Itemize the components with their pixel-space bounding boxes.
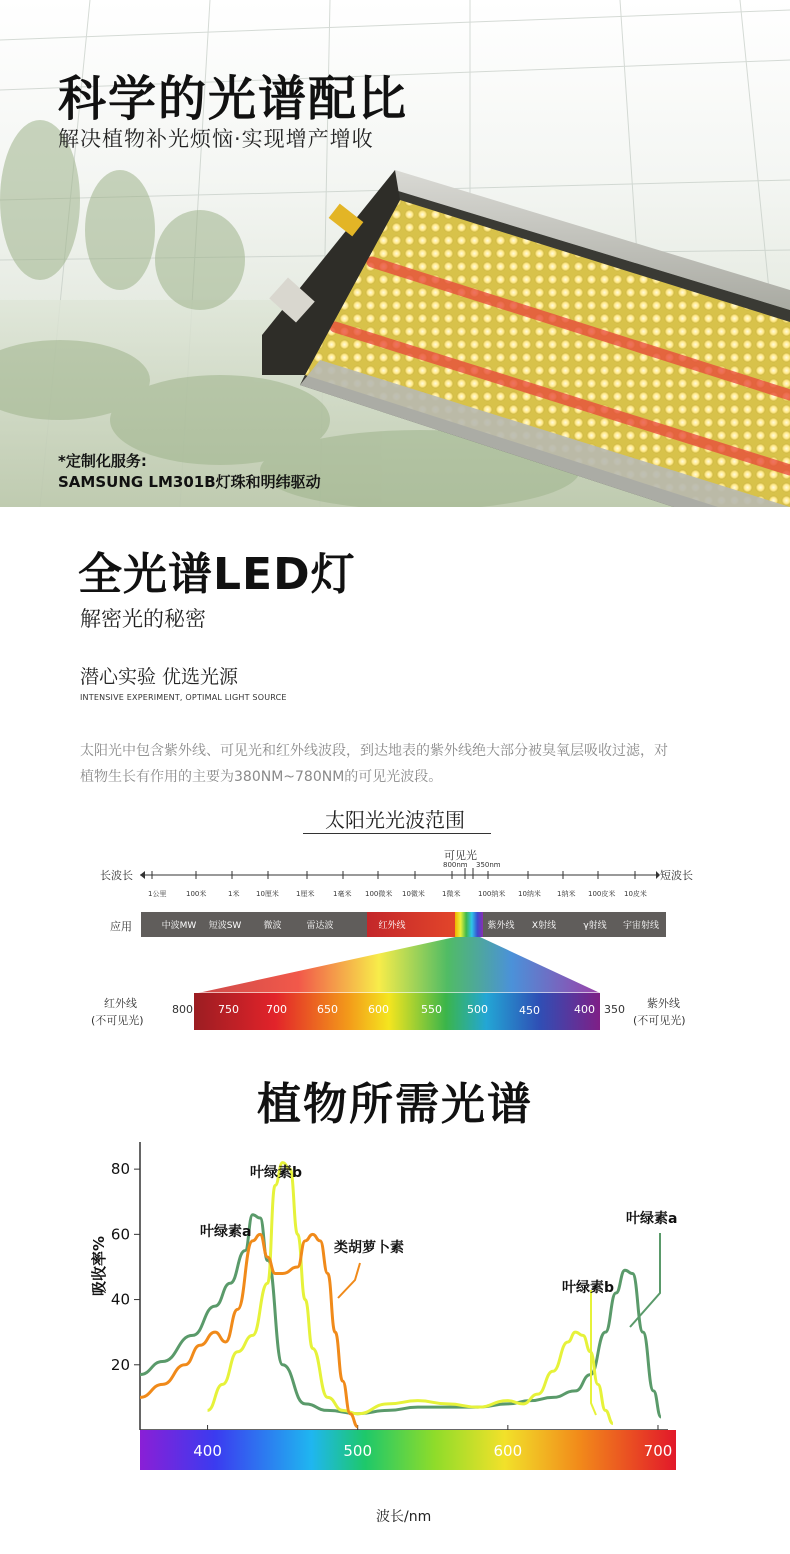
x-tick-label: 400 [193, 1442, 222, 1460]
bar-tick: 450 [519, 1004, 540, 1017]
hero-title: 科学的光谱配比 [58, 71, 409, 127]
band-microwave: 微波 [263, 921, 282, 931]
tick-label: 1厘米 [296, 890, 315, 898]
x-tick-label: 700 [643, 1442, 673, 1460]
tick-label: 1纳米 [557, 890, 576, 898]
tick-label: 1米 [228, 890, 240, 898]
tick-label: 100皮米 [588, 890, 616, 898]
band-cosmic: 宇宙射线 [622, 921, 659, 931]
section-paragraph: 太阳光中包含紫外线、可见光和红外线波段，到达地表的紫外线绝大部分被臭氧层吸收过滤，对植物生长有作用的主要为380NM~780NM的可见光波段。 [80, 743, 668, 785]
hero-subtitle: 解决植物补光烦恼·实现增产增收 [58, 127, 374, 151]
bar-tick: 600 [368, 1003, 389, 1016]
visible-lo-label: 800nm [443, 861, 468, 869]
tick-label: 10纳米 [518, 890, 541, 898]
band-gamma: γ射线 [583, 921, 607, 931]
section-subtitle: 解密光的秘密 [80, 607, 206, 631]
wavelength-axis [140, 866, 660, 884]
tick-label: 100纳米 [478, 890, 506, 898]
long-wave-label: 长波长 [100, 869, 133, 882]
y-tick-label: 60 [110, 1225, 130, 1244]
band-radar: 雷达波 [306, 921, 334, 931]
series-line-2 [140, 1234, 358, 1426]
label-carotenoid: 类胡萝卜素 [334, 1240, 404, 1256]
band-infrared: 红外线 [378, 921, 406, 931]
carotene-leader [338, 1263, 360, 1298]
label-chlorophyll-b-right: 叶绿素b [562, 1280, 615, 1296]
x-tick-label: 500 [343, 1442, 373, 1460]
x-axis-label: 波长/nm [376, 1509, 432, 1525]
ir-label: 红外线 [104, 997, 137, 1010]
x-tick-label: 600 [493, 1442, 523, 1460]
uv-label: 紫外线 [647, 997, 680, 1010]
hero-banner [0, 0, 790, 507]
absorption-chart [0, 1130, 790, 1554]
tick-label: 10微米 [402, 890, 425, 898]
y-axis-label: 吸收率% [90, 1235, 108, 1296]
plant-spectrum-title: 植物所需光谱 [257, 1079, 533, 1130]
tick-label: 10厘米 [256, 890, 279, 898]
label-chlorophyll-a-left: 叶绿素a [200, 1224, 252, 1240]
visible-hi-label: 350nm [476, 861, 501, 869]
bar-tick: 400 [574, 1003, 595, 1016]
y-tick-label: 40 [110, 1290, 130, 1309]
bar-tick: 650 [317, 1003, 338, 1016]
tick-label: 100米 [186, 890, 207, 898]
label-chlorophyll-b-left: 叶绿素b [250, 1165, 303, 1181]
tick-label: 10皮米 [624, 890, 647, 898]
section-heading-en: INTENSIVE EXPERIMENT, OPTIMAL LIGHT SOURCE [80, 693, 287, 702]
bar-tick: 500 [467, 1003, 488, 1016]
y-tick-label: 20 [110, 1355, 130, 1374]
hero-note-label: *定制化服务: [58, 452, 147, 470]
band-mw: 中波MW [161, 921, 197, 931]
hero-note-text: SAMSUNG LM301B灯珠和明纬驱动 [58, 473, 321, 491]
visible-light-label: 可见光 [444, 849, 477, 862]
tick-label: 1公里 [148, 890, 167, 898]
bar-tick: 750 [218, 1003, 239, 1016]
rainbow-bar-tickline [194, 992, 600, 993]
series-line-1 [208, 1163, 613, 1424]
bar-left-value: 800 [172, 1003, 193, 1016]
uv-sublabel: (不可见光) [633, 1014, 686, 1027]
y-tick-label: 80 [110, 1160, 130, 1179]
bar-tick: 700 [266, 1003, 287, 1016]
ir-sublabel: (不可见光) [91, 1014, 144, 1027]
tick-label: 100微米 [365, 890, 393, 898]
short-wave-label: 短波长 [660, 869, 693, 882]
spectrum-title-underline [303, 833, 491, 834]
section-heading: 潜心实验 优选光源 [80, 666, 239, 688]
visible-spectrum-fan [190, 937, 610, 1037]
tick-label: 1毫米 [333, 890, 352, 898]
band-sw: 短波SW [208, 921, 242, 931]
bar-right-value: 350 [604, 1003, 625, 1016]
apply-label: 应用 [110, 920, 132, 933]
section-title: 全光谱LED灯 [78, 549, 356, 600]
bar-tick: 550 [421, 1003, 442, 1016]
chlb-right-leader [591, 1290, 596, 1415]
spectrum-title: 太阳光光波范围 [325, 808, 465, 832]
tick-label: 1微米 [442, 890, 461, 898]
visible-band [455, 912, 483, 937]
label-chlorophyll-a-right: 叶绿素a [626, 1211, 678, 1227]
band-xray: X射线 [531, 921, 557, 931]
band-uv: 紫外线 [487, 921, 515, 931]
